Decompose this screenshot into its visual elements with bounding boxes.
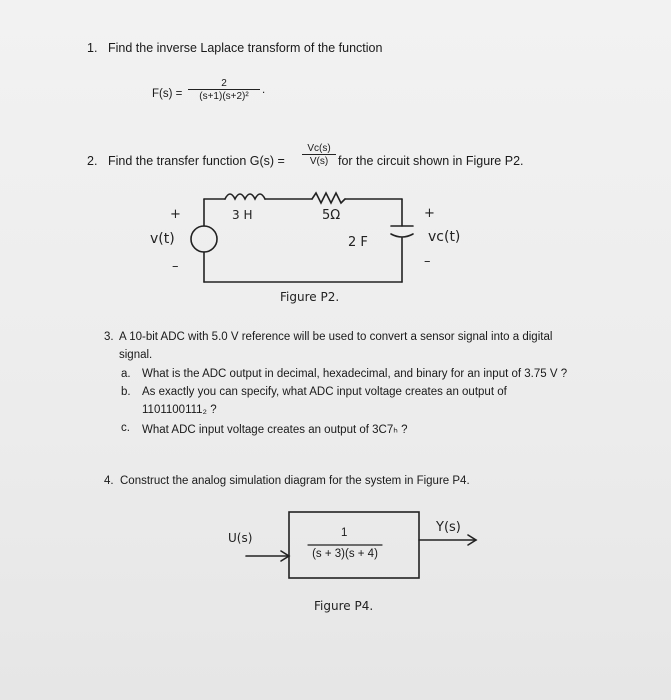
inductor-label: 3 H [232, 208, 253, 222]
q3-part-c-text: What ADC input voltage creates an output of 3C7ₕ ? [142, 424, 408, 436]
q1-text: Find the inverse Laplace transform of the function [108, 41, 383, 55]
voltage-source-circle [191, 226, 217, 252]
figure-p2-caption: Figure P2. [280, 290, 340, 304]
q3-text-line1: A 10-bit ADC with 5.0 V reference will be used to convert a sensor signal into a digital [119, 331, 553, 343]
q2-text-before: Find the transfer function G(s) = [108, 154, 285, 168]
block-denominator: (s + 3)(s + 4) [312, 548, 378, 560]
q3-part-b-text2: 1101100111₂ ? [142, 404, 217, 416]
q3-text-line2: signal. [119, 349, 153, 361]
output-plus: + [424, 206, 435, 221]
inductor-coil [225, 194, 265, 199]
output-label: vc(t) [428, 229, 461, 245]
source-plus: + [170, 207, 181, 222]
q1-number: 1. [87, 41, 98, 55]
input-label: U(s) [228, 531, 253, 545]
output-minus: – [424, 254, 431, 269]
resistor-label: 5Ω [322, 208, 341, 223]
q4-text: Construct the analog simulation diagram for the system in Figure P4. [120, 475, 470, 487]
q3-part-b-text: As exactly you can specify, what ADC input voltage creates an output of [142, 386, 507, 398]
q2-denominator: V(s) [302, 154, 336, 167]
q3-part-a-text: What is the ADC output in decimal, hexadecimal, and binary for an input of 3.75 V ? [142, 368, 568, 380]
q1-lhs: F(s) = [152, 88, 183, 100]
q3-part-c-letter: c. [121, 422, 130, 434]
q1-denominator: (s+1)(s+2)² [188, 89, 260, 102]
q1-numerator: 2 [221, 78, 227, 89]
q2-number: 2. [87, 154, 98, 168]
q3-number: 3. [104, 331, 114, 343]
q2-text-after: for the circuit shown in Figure P2. [338, 154, 524, 168]
q3-part-a-letter: a. [121, 368, 131, 380]
capacitor-plate-bottom [391, 234, 413, 237]
source-label: v(t) [150, 231, 175, 247]
capacitor-label: 2 F [348, 235, 368, 250]
q2-numerator: Vc(s) [307, 143, 331, 154]
resistor-zigzag [312, 193, 345, 203]
figure-p4-caption: Figure P4. [314, 599, 374, 613]
output-signal-label: Y(s) [436, 520, 461, 535]
source-minus: – [172, 259, 179, 274]
q4-number: 4. [104, 475, 114, 487]
q3-part-b-letter: b. [121, 386, 131, 398]
block-numerator: 1 [341, 527, 348, 539]
q1-trail: . [262, 84, 266, 96]
